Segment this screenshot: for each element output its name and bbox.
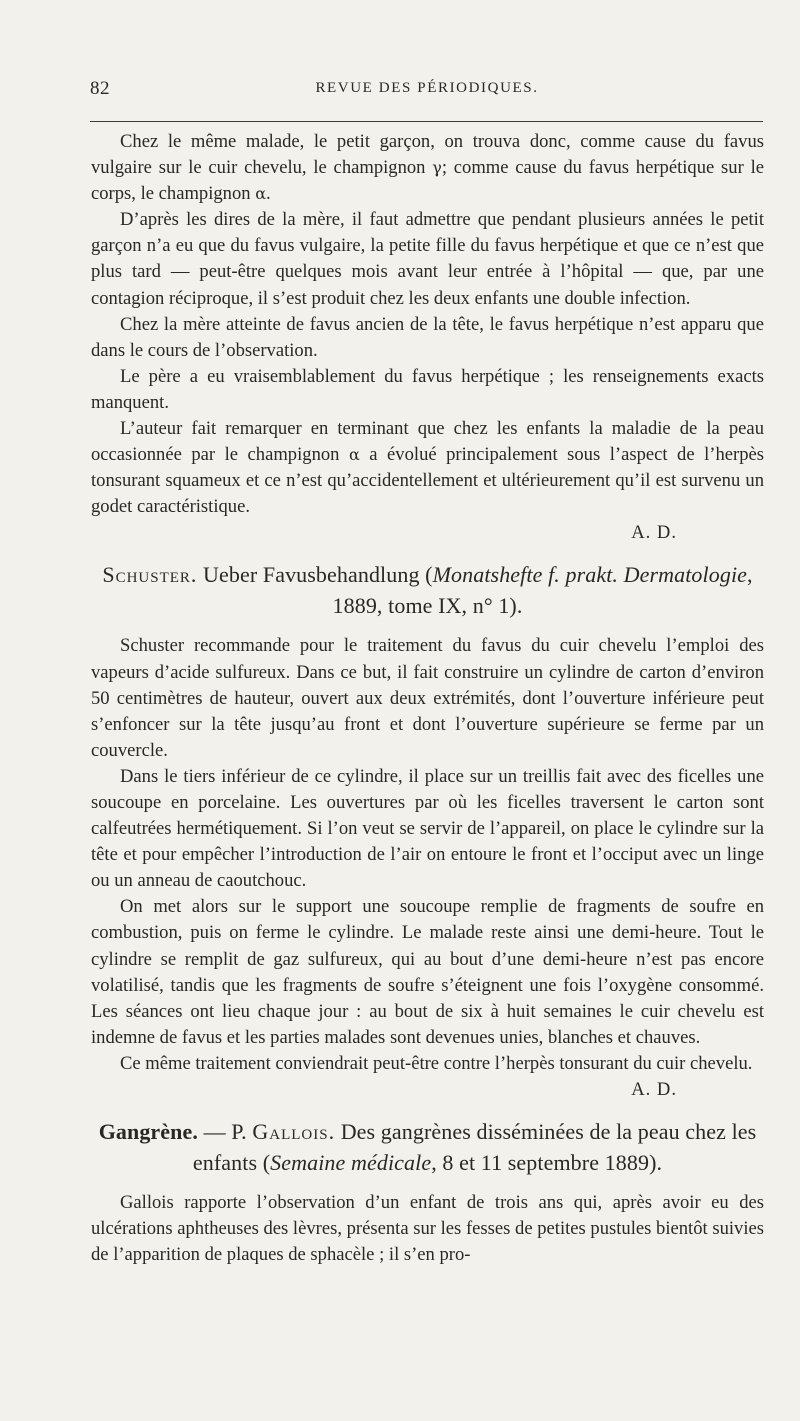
paragraph: Ce même traitement conviendrait peut-être contre l’herpès tonsurant du cuir chevelu.: [120, 1052, 753, 1074]
paragraph: [91, 416, 764, 520]
page-content: [91, 129, 764, 1268]
paragraph-text: .: [266, 183, 271, 205]
punctuation: (: [262, 1150, 271, 1175]
article-author: Schuster.: [102, 562, 198, 588]
paragraph: Le père a eu vraisemblablement du favus herpétique ; les renseignements exacts manquent.: [91, 365, 764, 413]
section-gangrene: [91, 1116, 764, 1268]
article-title: [91, 1116, 764, 1178]
citation-details: , 8 et 11 septembre 1889).: [431, 1150, 663, 1175]
header-rule: [90, 121, 763, 122]
greek-letter: α: [348, 445, 360, 465]
paragraph: Schuster recommande pour le traitement du favus du cuir chevelu l’emploi des vapeurs d’acide sulfureux. Dans ce but, il fait construire un cylindre de carton d’environ 50 centimètres de hauteur, ouvert aux deux extrémités, dont l’ouverture inférieure peut s’enfoncer sur la tête jusqu’au front et dont l’ouverture supérieure se ferme par un couvercle.: [91, 635, 764, 761]
section-favus-observation: [91, 129, 764, 546]
greek-letter: α: [255, 184, 267, 204]
section-schuster: [91, 559, 764, 1103]
article-author: Gallois.: [252, 1119, 336, 1144]
article-work: Des gangrènes disséminées de la peau chez les enfants: [192, 1119, 757, 1175]
paragraph-text: ; comme cause du favus herpétique sur le corps, le champignon: [91, 157, 764, 205]
article-title: [91, 559, 764, 621]
paragraph: Dans le tiers inférieur de ce cylindre, il place sur un treillis fait avec des ficelles une soucoupe en porcelaine. Les ouvertures par où les ficelles traversent le carton sont calfeutrées hermétiquement. Si l’on veut se servir de l’appareil, on place le cylindre sur la tête et pour empêcher l’introduction de l’air on entoure le front et l’occiput avec un linge ou un anneau de caoutchouc.: [91, 765, 764, 892]
journal-name: Semaine médicale: [270, 1150, 432, 1175]
paragraph: [91, 129, 764, 207]
journal-name: Monatshefte f. prakt. Dermatologie: [432, 562, 748, 588]
paragraph: D’après les dires de la mère, il faut admettre que pendant plusieurs années le petit garçon n’a eu que du favus vulgaire, la petite fille du favus herpétique et que ce n’est que plus tard — peut-être quelques mois avant leur entrée à l’hôpital — que, par une contagion réciproque, il s’est produit chez les deux enfants une double infection.: [91, 209, 764, 309]
paragraph-text: a évolué principalement sous l’aspect de l’herpès tonsurant squameux et ce n’est qu’accidentellement et ultérieurement qu’il est survenu un godet caractéristique.: [91, 444, 764, 518]
paragraph: Chez la mère atteinte de favus ancien de la tête, le favus herpétique n’est apparu que dans le cours de l’observation.: [91, 313, 764, 361]
page-number: 82: [90, 78, 110, 99]
greek-letter: γ: [432, 158, 442, 178]
paragraph: On met alors sur le support une soucoupe remplie de fragments de soufre en combustion, puis on ferme le cylindre. Le malade reste ainsi une demi-heure. Tout le cylindre se remplit de gaz sulfureux, qui au bout d’une demi-heure n’est pas encore volatilisé, tandis que les fragments de soufre s’éteignent une fois l’oxygène consommé. Les séances ont lieu chaque jour : au bout de six à huit semaines le cuir chevelu est indemne de favus et les parties malades sont devenues unies, blanches et chauves.: [91, 896, 764, 1048]
page-header: [90, 78, 764, 104]
paragraph: Gallois rapporte l’observation d’un enfant de trois ans qui, après avoir eu des ulcérations aphtheuses des lèvres, présenta sur les fesses de petites pustules bientôt suivies de l’apparition de plaques de sphacèle ; il s’en pro-: [91, 1192, 764, 1266]
running-title: REVUE DES PÉRIODIQUES.: [315, 80, 539, 96]
article-work: Ueber Favusbehandlung: [197, 562, 426, 588]
paragraph-text: L’auteur fait remarquer en terminant que chez les enfants la maladie de la peau occasionnée par le champignon: [91, 418, 764, 466]
signature: A. D.: [631, 522, 677, 544]
article-topic: Gangrène.: [98, 1119, 198, 1144]
signature: A. D.: [631, 1079, 677, 1100]
punctuation: — P.: [197, 1119, 253, 1144]
punctuation: (: [425, 562, 433, 588]
paragraph-text: Chez le même malade, le petit garçon, on trouva donc, comme cause du favus vulgaire sur le cuir chevelu, le champignon: [91, 131, 764, 179]
citation-details: , 1889, tome IX, n° 1).: [332, 562, 753, 619]
